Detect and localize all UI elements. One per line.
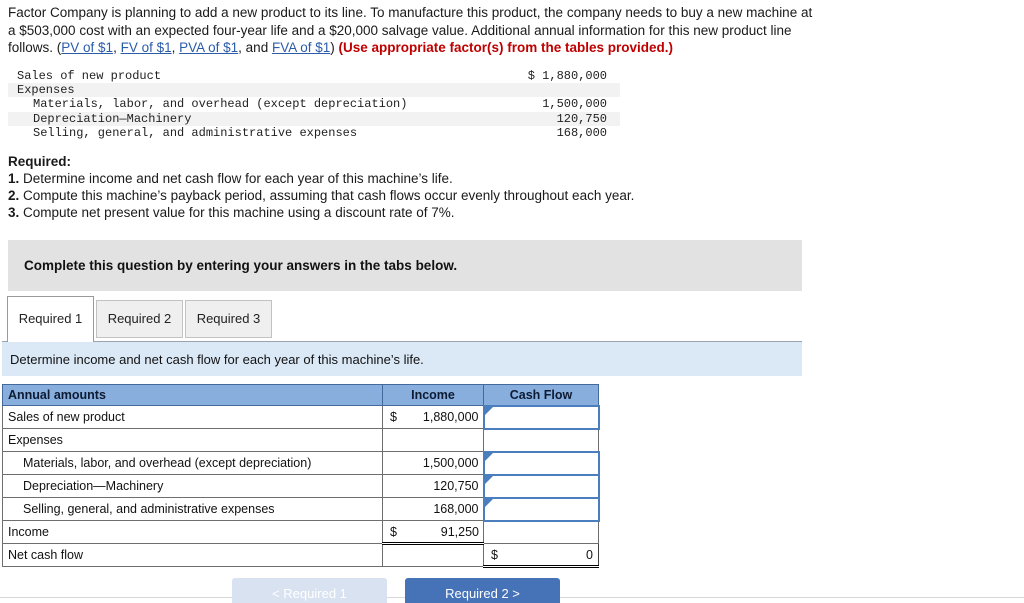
income-amount: 1,880,000 [422,410,479,424]
row-label-expenses: Expenses [3,429,383,452]
fva-of-1-link[interactable]: FVA of $1 [271,40,331,55]
table-row-selling [3,498,599,521]
cash-flow-cell-materials [484,452,599,475]
use-factors-note: (Use appropriate factor(s) from the tables provided.) [338,40,674,55]
answer-table [2,384,600,568]
row-label-net-cash-flow: Net cash flow [3,544,383,567]
cash-flow-input-materials[interactable] [485,453,598,474]
link-separator: , [113,40,121,55]
required-section [8,153,634,221]
cash-flow-cell-sales [484,406,599,429]
info-row-depreciation [8,112,620,126]
required-item-text: Compute net present value for this machine using a discount rate of 7%. [19,205,455,220]
currency-symbol: $ [390,410,397,424]
cash-flow-cell-expenses [484,429,599,452]
cash-flow-cell-selling [484,498,599,521]
net-cash-flow-total [484,544,599,567]
income-total-value [383,521,484,544]
table-row-net-cash-flow [3,544,599,567]
answer-table-header-row [3,385,599,406]
income-amount: 91,250 [440,524,479,539]
required-item-3 [8,204,634,221]
problem-line-3-text: follows. ( [8,40,62,55]
header-cash-flow: Cash Flow [484,385,599,406]
required-heading: Required: [8,154,72,169]
row-label-materials: Materials, labor, and overhead (except depreciation) [3,452,383,475]
currency-symbol: $ [390,524,397,539]
row-label-sales: Sales of new product [3,406,383,429]
cash-flow-amount: 0 [586,547,593,562]
cash-flow-input-selling[interactable] [485,499,598,520]
next-required-button[interactable]: Required 2 > [405,578,560,603]
table-row-sales [3,406,599,429]
required-item-number: 2. [8,188,20,203]
panel-instruction-text: Determine income and net cash flow for each year of this machine’s life. [10,351,424,367]
info-label: Selling, general, and administrative expenses [33,125,358,140]
table-row-income [3,521,599,544]
link-separator: , [171,40,180,55]
required-item-text: Compute this machine’s payback period, assuming that cash flows occur evenly throughout each year. [19,188,635,203]
info-row-selling [8,126,620,140]
required-item-number: 1. [8,171,20,186]
cash-flow-input-sales[interactable] [485,407,598,428]
cash-flow-cell-income [484,521,599,544]
info-label: Expenses [17,83,75,98]
cash-flow-cell-depreciation [484,475,599,498]
banner-text: Complete this question by entering your answers in the tabs below. [24,258,458,273]
problem-line-1: Factor Company is planning to add a new product to its line. To manufacture this product, the company needs to buy a new machine at [8,5,813,20]
info-row-expenses [8,83,620,97]
annual-info-table [8,69,620,140]
income-amount: 168,000 [433,502,479,516]
table-row-depreciation [3,475,599,498]
table-row-expenses [3,429,599,452]
info-value: 168,000 [556,125,607,140]
prev-required-button[interactable]: < Required 1 [232,578,387,603]
income-value-net-cash-flow [383,544,484,567]
info-value: 120,750 [556,111,607,126]
required-item-text: Determine income and net cash flow for each year of this machine’s life. [19,171,453,186]
link-close-paren: ) [330,40,339,55]
required-item-number: 3. [8,205,20,220]
panel-instruction-bar [2,341,802,376]
income-value-expenses [383,429,484,452]
income-amount: 120,750 [433,479,479,493]
pv-of-1-link[interactable]: PV of $1 [61,40,114,55]
required-item-2 [8,187,634,204]
info-label: Sales of new product [17,69,162,84]
problem-line-3 [8,39,812,57]
table-row-materials [3,452,599,475]
required-item-1 [8,170,634,187]
income-value-depreciation [383,475,484,498]
tab-required-2[interactable]: Required 2 [96,300,183,338]
tab-required-1[interactable]: Required 1 [7,296,94,342]
info-label: Depreciation—Machinery [33,111,192,126]
tab-required-3[interactable]: Required 3 [185,300,272,338]
tab-strip [7,296,802,342]
header-income: Income [383,385,484,406]
row-label-selling: Selling, general, and administrative expenses [3,498,383,521]
complete-question-banner [8,240,802,291]
income-value-sales [383,406,484,429]
header-annual-amounts: Annual amounts [3,385,383,406]
pva-of-1-link[interactable]: PVA of $1 [179,40,239,55]
row-label-depreciation: Depreciation—Machinery [3,475,383,498]
row-label-income: Income [3,521,383,544]
link-separator: , and [238,40,272,55]
info-value: 1,500,000 [542,97,607,112]
info-label: Materials, labor, and overhead (except depreciation) [33,97,408,112]
problem-line-2: a $503,000 cost with an expected four-year life and a $20,000 salvage value. Additional annual information for this new product line [8,22,792,38]
income-value-selling [383,498,484,521]
fv-of-1-link[interactable]: FV of $1 [120,40,172,55]
info-row-materials [8,97,620,111]
cash-flow-input-depreciation[interactable] [485,476,598,497]
problem-statement [8,4,812,57]
income-value-materials [383,452,484,475]
info-value: $ 1,880,000 [527,69,607,84]
currency-symbol: $ [491,547,498,562]
income-amount: 1,500,000 [422,456,479,470]
info-row-sales [8,69,620,83]
